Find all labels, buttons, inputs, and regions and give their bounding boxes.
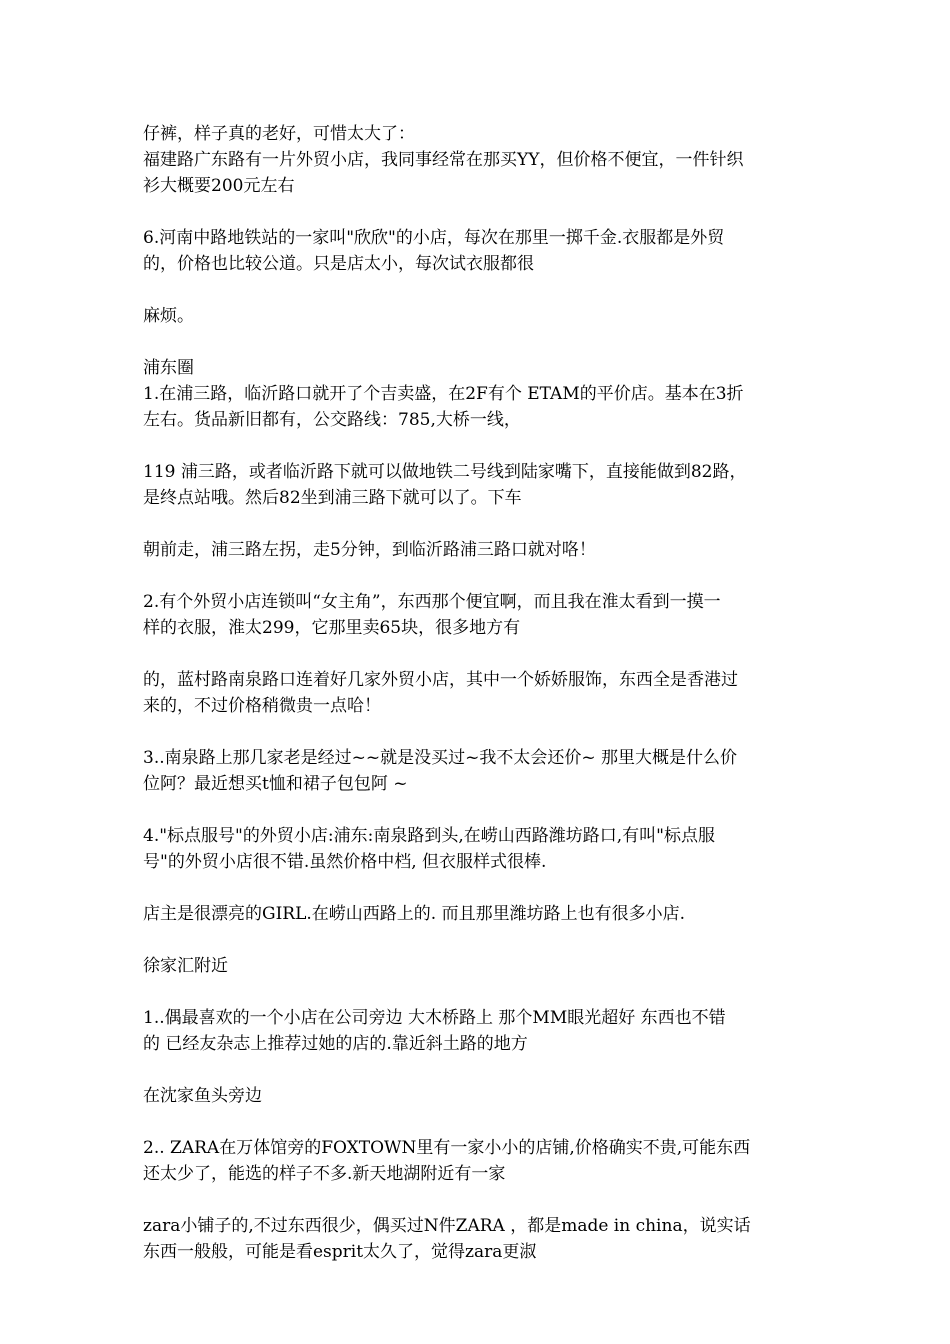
document-page [143, 121, 811, 1291]
paragraph-4 [143, 355, 811, 433]
text-line: 麻烦。 [143, 306, 194, 326]
section-heading-xujiahui: 徐家汇附近 [143, 956, 228, 976]
text-line: 仔裤，样子真的老好，可惜太大了： [143, 124, 415, 144]
paragraph-14 [143, 1083, 811, 1109]
text-line: 朝前走，浦三路左拐，走5分钟，到临沂路浦三路口就对咯！ [143, 540, 596, 560]
text-line: 6.河南中路地铁站的一家叫"欣欣"的小店，每次在那里一掷千金.衣服都是外贸 [143, 228, 725, 248]
text-line: 的 已经友杂志上推荐过她的店的.靠近斜土路的地方 [143, 1034, 528, 1054]
paragraph-10 [143, 823, 811, 875]
paragraph-11 [143, 901, 811, 927]
paragraph-15 [143, 1135, 811, 1187]
paragraph-5 [143, 459, 811, 511]
text-line: zara小铺子的,不过东西很少，偶买过N件ZARA ，都是made in china，说实话 [143, 1216, 751, 1236]
paragraph-8 [143, 667, 811, 719]
text-line: 位阿？最近想买t恤和裙子包包阿 ~ [143, 774, 408, 794]
paragraph-16 [143, 1213, 811, 1265]
text-line: 1.在浦三路，临沂路口就开了个吉卖盛，在2F有个 ETAM的平价店。基本在3折 [143, 384, 744, 404]
paragraph-12 [143, 953, 811, 979]
paragraph-1 [143, 121, 811, 199]
text-line: 东西一般般，可能是看esprit太久了，觉得zara更淑 [143, 1242, 537, 1262]
text-line: 号"的外贸小店很不错.虽然价格中档, 但衣服样式很棒. [143, 852, 547, 872]
text-line: 是终点站哦。然后82坐到浦三路下就可以了。下车 [143, 488, 522, 508]
paragraph-9 [143, 745, 811, 797]
text-line: 在沈家鱼头旁边 [143, 1086, 262, 1106]
text-line: 来的，不过价格稍微贵一点哈！ [143, 696, 381, 716]
text-line: 还太少了，能选的样子不多.新天地湖附近有一家 [143, 1164, 506, 1184]
paragraph-6 [143, 537, 811, 563]
paragraph-7 [143, 589, 811, 641]
paragraph-2 [143, 225, 811, 277]
paragraph-3 [143, 303, 811, 329]
text-line: 样的衣服，淮太299，它那里卖65块，很多地方有 [143, 618, 521, 638]
text-line: 的，蓝村路南泉路口连着好几家外贸小店，其中一个娇娇服饰，东西全是香港过 [143, 670, 738, 690]
text-line: 119 浦三路，或者临沂路下就可以做地铁二号线到陆家嘴下，直接能做到82路， [143, 462, 747, 482]
section-heading-pudong: 浦东圈 [143, 358, 194, 378]
text-line: 1..偶最喜欢的一个小店在公司旁边 大木桥路上 那个MM眼光超好 东西也不错 [143, 1008, 726, 1028]
text-line: 2.有个外贸小店连锁叫“女主角”，东西那个便宜啊，而且我在淮太看到一摸一 [143, 592, 721, 612]
text-line: 左右。货品新旧都有，公交路线：785,大桥一线， [143, 410, 521, 430]
text-line: 的，价格也比较公道。只是店太小，每次试衣服都很 [143, 254, 534, 274]
paragraph-13 [143, 1005, 811, 1057]
text-line: 衫大概要200元左右 [143, 176, 295, 196]
text-line: 4."标点服号"的外贸小店:浦东:南泉路到头,在崂山西路潍坊路口,有叫"标点服 [143, 826, 715, 846]
text-line: 福建路广东路有一片外贸小店，我同事经常在那买YY，但价格不便宜，一件针织 [143, 150, 744, 170]
text-line: 2.. ZARA在万体馆旁的FOXTOWN里有一家小小的店铺,价格确实不贵,可能东西 [143, 1138, 751, 1158]
text-line: 3..南泉路上那几家老是经过~~就是没买过~我不太会还价~ 那里大概是什么价 [143, 748, 738, 768]
text-line: 店主是很漂亮的GIRL.在崂山西路上的. 而且那里潍坊路上也有很多小店. [143, 904, 685, 924]
